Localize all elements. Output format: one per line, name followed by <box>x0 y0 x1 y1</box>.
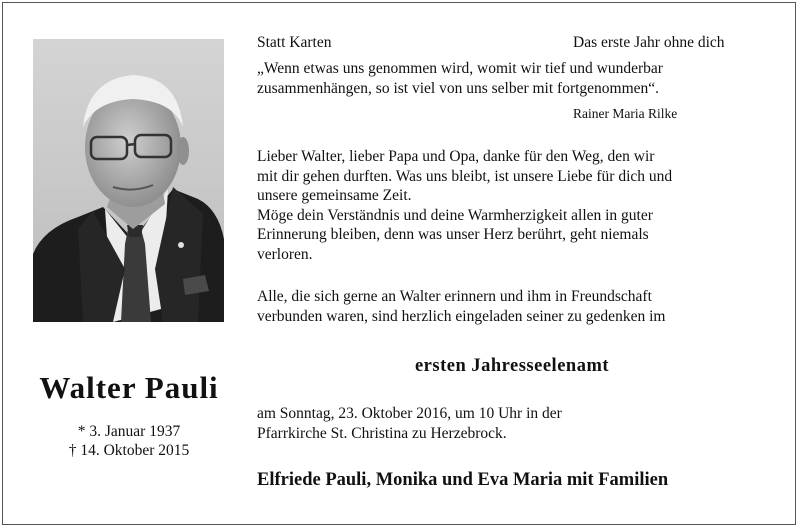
event-title: ersten Jahresseelenamt <box>414 356 610 376</box>
invitation <box>257 287 665 326</box>
deceased-name: Walter Pauli <box>39 370 219 405</box>
quote <box>257 59 663 98</box>
event-details-line: am Sonntag, 23. Oktober 2016, um 10 Uhr in der <box>257 405 562 422</box>
message-line: mit dir gehen durften. Was uns bleibt, ist unsere Liebe für dich und <box>257 167 673 185</box>
quote-author: Rainer Maria Rilke <box>573 106 678 121</box>
invitation-line: verbunden waren, sind herzlich eingeladen seiner zu gedenken im <box>257 307 666 325</box>
life-dates <box>0 422 258 460</box>
death-date: † 14. Oktober 2015 <box>68 442 190 459</box>
birth-date: * 3. Januar 1937 <box>77 423 181 440</box>
signers: Elfriede Pauli, Monika und Eva Maria mit Familien <box>257 470 669 490</box>
message-line: verloren. <box>257 245 313 263</box>
message-line: Möge dein Verständnis und deine Warmherzigkeit allen in guter <box>257 206 653 224</box>
portrait-photo <box>33 39 224 322</box>
quote-line: zusammenhängen, so ist viel von uns selber mit fortgenommen“. <box>257 79 660 97</box>
event-details-line: Pfarrkirche St. Christina zu Herzebrock. <box>257 424 507 442</box>
message-line: unsere gemeinsame Zeit. <box>257 187 412 204</box>
event-details <box>257 404 562 443</box>
message-line: Erinnerung bleiben, denn was unser Herz berührt, geht niemals <box>257 226 649 243</box>
header-right: Das erste Jahr ohne dich <box>573 34 725 51</box>
invitation-line: Alle, die sich gerne an Walter erinnern und ihm in Freundschaft <box>257 288 652 305</box>
quote-line: „Wenn etwas uns genommen wird, womit wir tief und wunderbar <box>257 60 663 77</box>
header-left: Statt Karten <box>257 34 332 51</box>
personal-message <box>257 147 672 264</box>
message-line: Lieber Walter, lieber Papa und Opa, danke für den Weg, den wir <box>257 148 655 165</box>
